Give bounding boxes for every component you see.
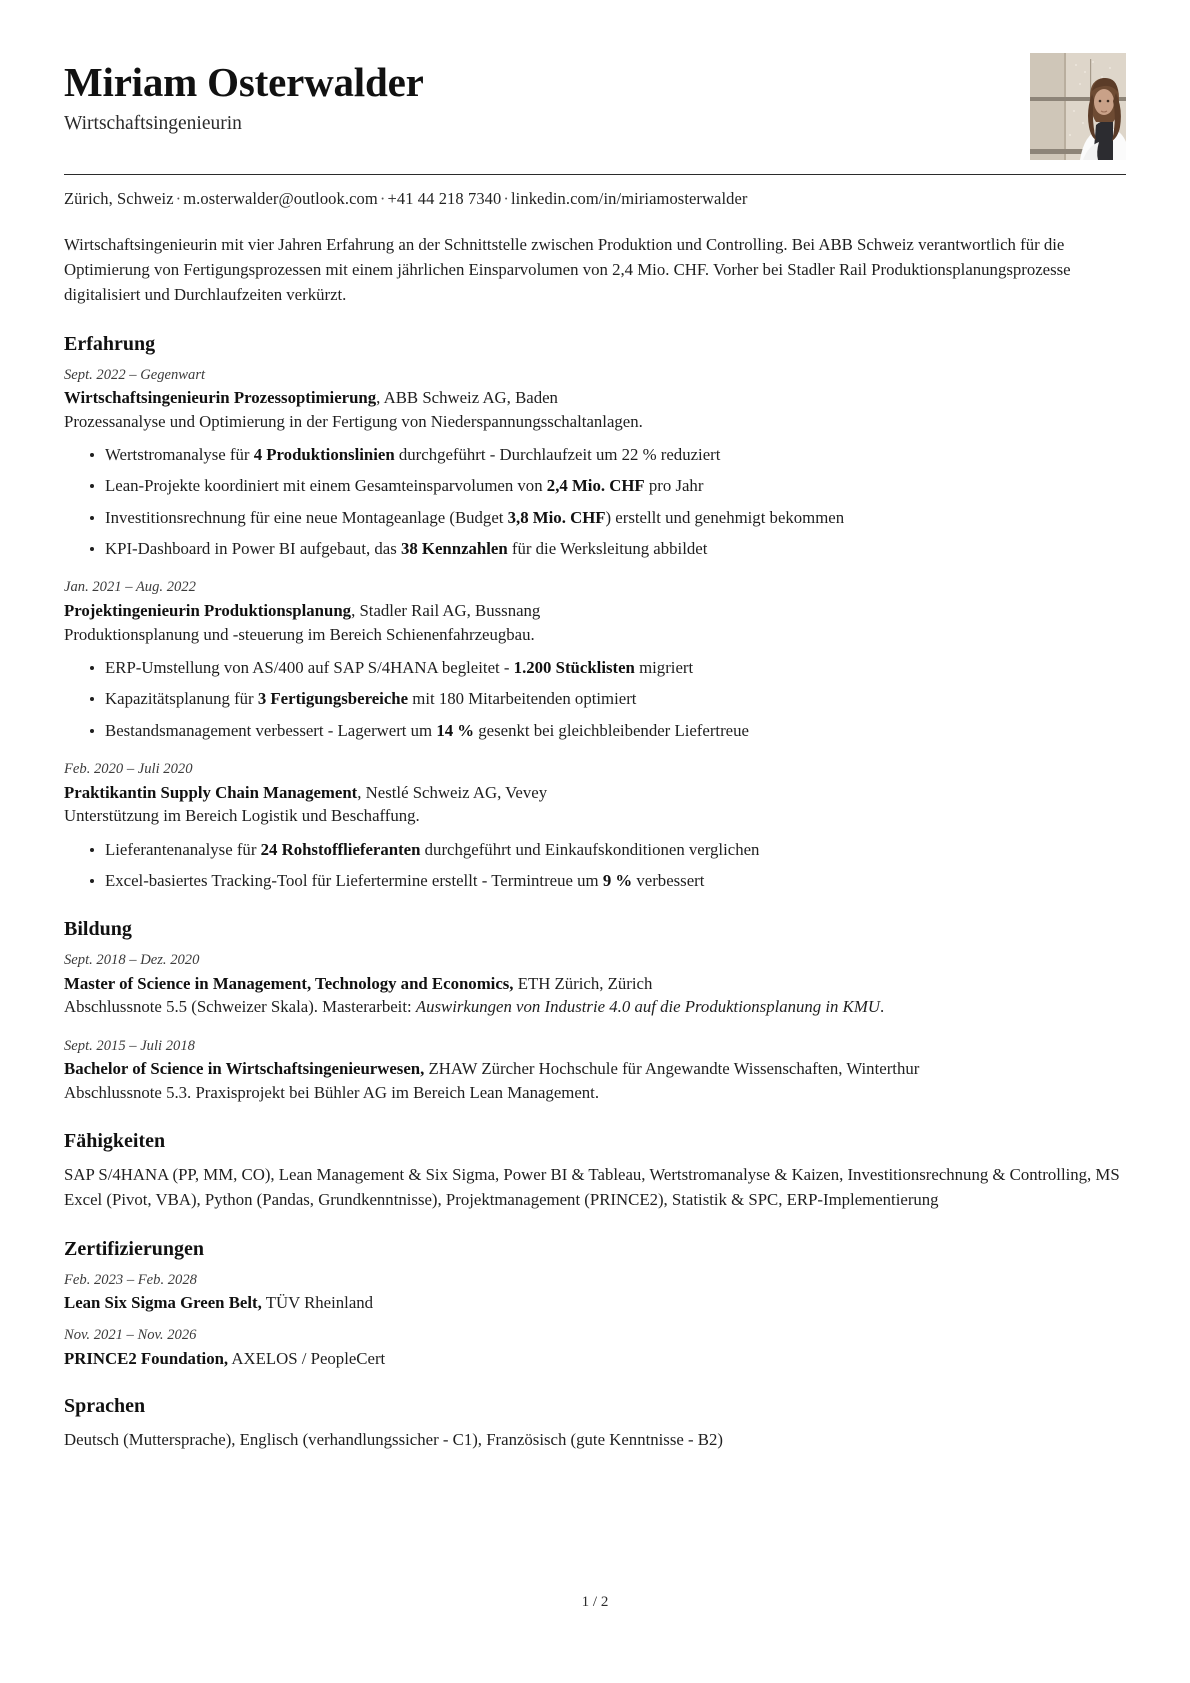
bullet-text-post: durchgeführt - Durchlaufzeit um 22 % reduziert — [394, 445, 721, 465]
resume-header — [64, 52, 1126, 160]
list-item — [90, 537, 1126, 561]
certification-name: PRINCE2 Foundation, — [64, 1348, 229, 1368]
header-divider — [64, 174, 1126, 175]
list-item — [90, 719, 1126, 743]
certification-issuer: AXELOS / PeopleCert — [228, 1348, 386, 1368]
entry-role: Praktikantin Supply Chain Management — [64, 782, 358, 802]
bullet-text-strong: 3,8 Mio. CHF — [507, 507, 606, 527]
bullet-text-pre: Excel-basiertes Tracking-Tool für Liefertermine erstellt - Termintreue um — [105, 870, 603, 890]
entry-company: , Nestlé Schweiz AG, Vevey — [357, 782, 548, 802]
contact-line — [64, 188, 1126, 209]
bullet-text-pre: Kapazitätsplanung für — [105, 689, 258, 709]
bullet-text-pre: Lean-Projekte koordiniert mit einem Gesamteinsparvolumen von — [105, 476, 547, 496]
entry-heading — [64, 599, 1126, 623]
entry-date: Sept. 2022 – Gegenwart — [64, 366, 206, 383]
bullet-text-strong: 9 % — [602, 870, 633, 890]
section-title-certifications: Zertifizierungen — [64, 1237, 204, 1260]
entry-date: Nov. 2021 – Nov. 2026 — [64, 1326, 197, 1343]
certification-name: Lean Six Sigma Green Belt, — [64, 1293, 262, 1313]
entry-detail-post: . — [879, 997, 885, 1017]
entry-heading — [64, 1291, 1126, 1315]
contact-separator: · — [379, 189, 386, 208]
skills-text: SAP S/4HANA (PP, MM, CO), Lean Management & Six Sigma, Power BI & Tableau, Wertstromanalyse & Kaizen, Investitionsrechnung & Controlling, MS Excel (Pivot, VBA), Python (Pandas, Grundkenntnisse), Projektmanagement (PRINCE2), Statistik & SPC, ERP-Implementierung — [64, 1165, 1120, 1210]
section-languages — [64, 1395, 1126, 1453]
bullet-text-post: migriert — [634, 657, 694, 677]
experience-entry — [64, 578, 1126, 743]
section-education — [64, 918, 1126, 1105]
bullet-text-strong: 14 % — [436, 720, 475, 740]
list-item — [90, 474, 1126, 498]
certification-entry — [64, 1326, 1126, 1370]
bullet-text-pre: ERP-Umstellung von AS/400 auf SAP S/4HANA begleitet - — [105, 657, 514, 677]
bullet-text-post: verbessert — [632, 870, 705, 890]
entry-company: , ABB Schweiz AG, Baden — [376, 388, 558, 408]
entry-date: Feb. 2023 – Feb. 2028 — [64, 1271, 197, 1288]
section-title-languages: Sprachen — [64, 1395, 146, 1418]
entry-heading — [64, 972, 1126, 996]
bullet-text-post: gesenkt bei gleichbleibender Liefertreue — [474, 720, 749, 740]
certification-entry — [64, 1271, 1126, 1315]
contact-phone[interactable]: +41 44 218 7340 — [387, 189, 502, 208]
bullet-text-pre: KPI-Dashboard in Power BI aufgebaut, das — [105, 539, 401, 559]
entry-degree: Master of Science in Management, Technology and Economics, — [64, 973, 514, 993]
bullet-text-post: mit 180 Mitarbeitenden optimiert — [408, 689, 637, 709]
section-skills — [64, 1130, 1126, 1212]
list-item — [90, 443, 1126, 467]
entry-date: Feb. 2020 – Juli 2020 — [64, 761, 193, 777]
bullet-text-pre: Wertstromanalyse für — [105, 445, 254, 465]
section-title-education: Bildung — [64, 918, 132, 941]
entry-company: , Stadler Rail AG, Bussnang — [351, 601, 541, 621]
bullet-text-pre: Investitionsrechnung für eine neue Montageanlage (Budget — [105, 507, 508, 527]
entry-bullet-list — [64, 838, 1126, 894]
entry-description: Produktionsplanung und -steuerung im Bereich Schienenfahrzeugbau. — [64, 624, 535, 644]
bullet-text-pre: Lieferantenanalyse für — [105, 839, 261, 859]
bullet-text-pre: Bestandsmanagement verbessert - Lagerwert um — [105, 720, 437, 740]
bullet-text-post: ) erstellt und genehmigt bekommen — [605, 507, 845, 527]
section-certifications — [64, 1238, 1126, 1370]
contact-separator: · — [503, 189, 509, 208]
list-item — [90, 506, 1126, 530]
section-title-experience: Erfahrung — [64, 332, 156, 355]
entry-degree: Bachelor of Science in Wirtschaftsingenieurwesen, — [64, 1059, 425, 1079]
bullet-text-strong: 2,4 Mio. CHF — [546, 476, 645, 496]
entry-description — [64, 995, 1126, 1019]
experience-entry — [64, 760, 1126, 893]
bullet-text-post: durchgeführt und Einkaufskonditionen verglichen — [420, 839, 760, 859]
entry-institution: ETH Zürich, Zürich — [513, 973, 653, 993]
bullet-text-strong: 38 Kennzahlen — [400, 539, 508, 559]
entry-description: Prozessanalyse und Optimierung in der Fertigung von Niederspannungsschaltanlagen. — [64, 411, 643, 431]
languages-text: Deutsch (Muttersprache), Englisch (verhandlungssicher - C1), Französisch (gute Kenntnisse - B2) — [64, 1430, 723, 1450]
entry-date: Sept. 2018 – Dez. 2020 — [64, 952, 200, 969]
certification-issuer: TÜV Rheinland — [261, 1293, 374, 1313]
entry-detail-pre: Abschlussnote 5.5 (Schweizer Skala). Masterarbeit: — [64, 997, 416, 1017]
page-title: Miriam Osterwalder — [64, 59, 424, 105]
education-entry — [64, 951, 1126, 1020]
section-experience — [64, 333, 1126, 894]
portrait-photo-icon — [1030, 53, 1126, 160]
avatar — [1030, 53, 1126, 160]
professional-headline: Wirtschaftsingenieurin — [64, 112, 242, 134]
page-number-footer: 1 / 2 — [581, 1594, 609, 1610]
entry-heading — [64, 386, 1126, 410]
entry-description — [64, 1081, 1126, 1105]
bullet-text-strong: 4 Produktionslinien — [253, 445, 395, 465]
entry-date: Jan. 2021 – Aug. 2022 — [64, 579, 196, 596]
bullet-text-post: für die Werksleitung abbildet — [507, 539, 708, 559]
entry-role: Projektingenieurin Produktionsplanung — [64, 601, 352, 621]
list-item — [90, 869, 1126, 893]
bullet-text-strong: 3 Fertigungsbereiche — [257, 689, 409, 709]
contact-email[interactable]: m.osterwalder@outlook.com — [183, 189, 378, 208]
entry-bullet-list — [64, 656, 1126, 743]
bullet-text-strong: 1.200 Stücklisten — [513, 657, 635, 677]
list-item — [90, 656, 1126, 680]
section-title-skills: Fähigkeiten — [64, 1130, 166, 1153]
header-text-block — [64, 52, 1030, 136]
entry-heading — [64, 781, 1126, 805]
bullet-text-strong: 24 Rohstofflieferanten — [260, 839, 421, 859]
bullet-text-post: pro Jahr — [644, 476, 704, 496]
entry-date: Sept. 2015 – Juli 2018 — [64, 1037, 195, 1054]
contact-location: Zürich, Schweiz — [64, 189, 174, 208]
list-item — [90, 687, 1126, 711]
entry-thesis-title: Auswirkungen von Industrie 4.0 auf die Produktionsplanung in KMU — [415, 997, 880, 1017]
education-entry — [64, 1037, 1126, 1106]
entry-detail-pre: Abschlussnote 5.3. Praxisprojekt bei Bühler AG im Bereich Lean Management. — [64, 1082, 600, 1102]
entry-description: Unterstützung im Bereich Logistik und Beschaffung. — [64, 806, 420, 826]
summary-paragraph: Wirtschaftsingenieurin mit vier Jahren Erfahrung an der Schnittstelle zwischen Produktion und Controlling. Bei ABB Schweiz verantwortlich für die Optimierung von Fertigungsprozessen mit einem jährlichen Einsparvolumen von 2,4 Mio. CHF. Vorher bei Stadler Rail Produktionsplanungsprozesse digitalisiert und Durchlaufzeiten verkürzt. — [64, 235, 1071, 304]
entry-bullet-list — [64, 443, 1126, 561]
contact-separator: · — [175, 189, 182, 208]
experience-entry — [64, 366, 1126, 562]
entry-role: Wirtschaftsingenieurin Prozessoptimierung — [64, 388, 377, 408]
entry-heading — [64, 1347, 1126, 1371]
list-item — [90, 838, 1126, 862]
entry-institution: ZHAW Zürcher Hochschule für Angewandte Wissenschaften, Winterthur — [424, 1059, 920, 1079]
contact-linkedin[interactable]: linkedin.com/in/miriamosterwalder — [510, 189, 748, 208]
entry-heading — [64, 1057, 1126, 1081]
